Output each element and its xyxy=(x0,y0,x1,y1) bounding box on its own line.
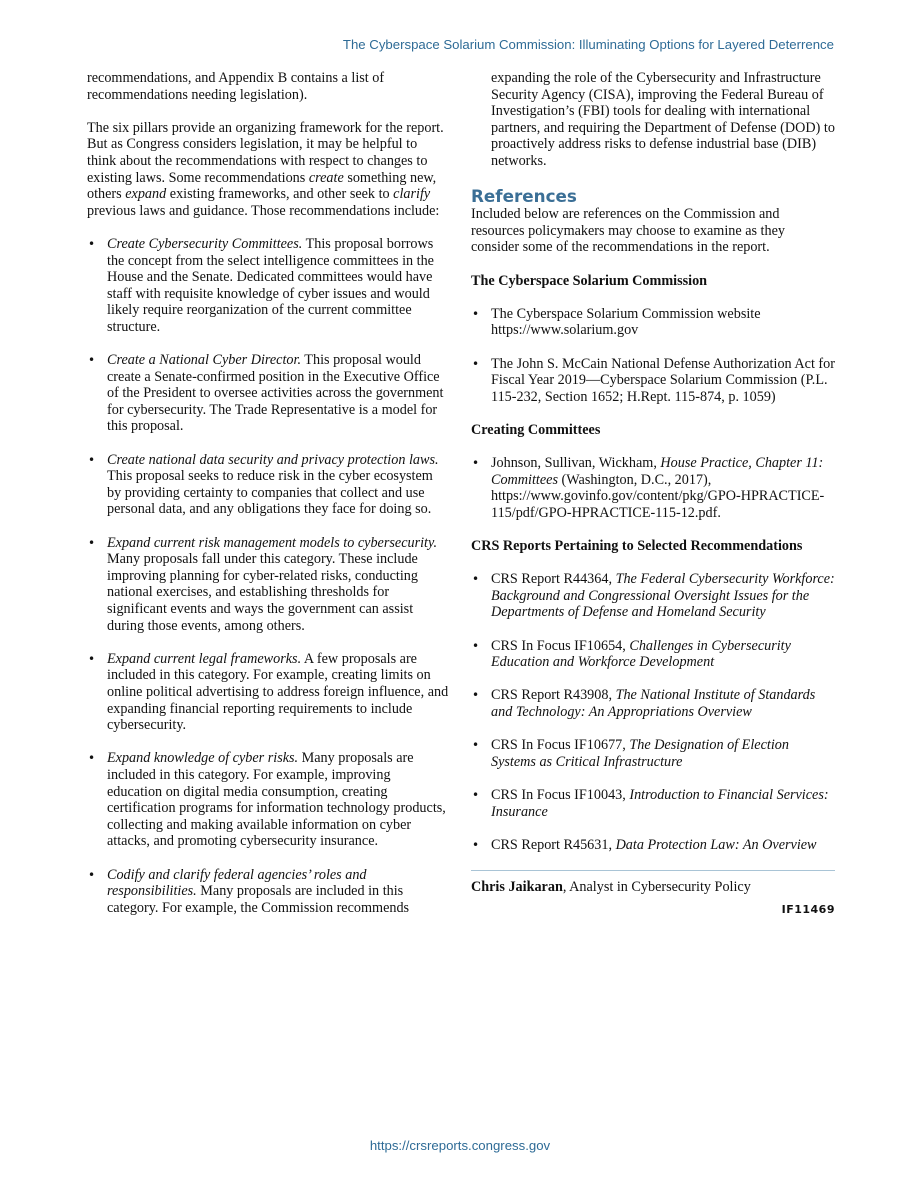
crs-report-item: • CRS Report R43908, The National Institute of Standards and Technology: An Appropriations Overview xyxy=(471,687,835,720)
references-heading: References xyxy=(471,186,577,207)
crs-report-item: • CRS In Focus IF10677, The Designation of Election Systems as Critical Infrastructure xyxy=(471,737,835,770)
crs-report-item: • CRS Report R45631, Data Protection Law: An Overview xyxy=(471,837,835,854)
section-heading-crs-reports: CRS Reports Pertaining to Selected Recommendations xyxy=(471,538,803,555)
reference-item: • The Cyberspace Solarium Commission website https://www.solarium.gov xyxy=(471,306,835,339)
intro-paragraph: recommendations, and Appendix B contains a list of recommendations needing legislation). xyxy=(87,70,385,103)
reference-item: • Johnson, Sullivan, Wickham, House Practice, Chapter 11: Committees (Washington, D.C., 2017), https://www.govinfo.gov/content/pkg/GPO-HPRACTICE-115/pdf/GPO-HPRACTICE-115-12.pdf. xyxy=(471,455,835,521)
section-heading-committees: Creating Committees xyxy=(471,421,601,438)
committees-reference-list xyxy=(471,455,835,521)
recommendation-item: • Codify and clarify federal agencies’ roles and responsibilities. Many proposals are included in this category. For example, the Commission recommends xyxy=(87,867,449,917)
reference-item: • The John S. McCain National Defense Authorization Act for Fiscal Year 2019—Cyberspace Solarium Commission (P.L. 115-232, Section 1652; H.Rept. 115-874, p. 1059) xyxy=(471,356,835,406)
framework-paragraph: The six pillars provide an organizing framework for the report. But as Congress considers legislation, it may be helpful to think about the recommendations with respect to changes to existing laws. Some recommendations create something new, others expand existing frameworks, and other seek to clarify previous laws and guidance. Those recommendations include: xyxy=(87,119,444,219)
crs-report-item: • CRS Report R44364, The Federal Cybersecurity Workforce: Background and Congressional Oversight Issues for the Departments of Defense and Homeland Security xyxy=(471,571,835,621)
word-clarify: clarify xyxy=(393,186,431,203)
recommendation-list xyxy=(87,236,449,916)
left-column xyxy=(87,70,449,933)
section-heading-commission: The Cyberspace Solarium Commission xyxy=(471,272,708,289)
recommendation-item: • Create national data security and privacy protection laws. This proposal seeks to reduce risk in the cyber ecosystem by providing certainty to companies that collect and use personal data, and any obligations they face for doing so. xyxy=(87,452,449,518)
continuation-text: expanding the role of the Cybersecurity and Infrastructure Security Agency (CISA), improving the Federal Bureau of Investigation’s (FBI) tools for dealing with international partners, and requiring the Department of Defense (DOD) to proactively address risks to defense industrial base (DIB) networks. xyxy=(491,70,835,169)
running-header: The Cyberspace Solarium Commission: Illuminating Options for Layered Deterrence xyxy=(342,37,834,52)
word-create: create xyxy=(308,169,344,186)
author-name: Chris Jaikaran xyxy=(471,878,563,895)
recommendation-item: • Create a National Cyber Director. This proposal would create a Senate-confirmed position in the Executive Office of the President to oversee activities across the government for cybersecurity. The Trade Representative is a model for this proposal. xyxy=(87,352,449,435)
footer-url[interactable]: https://crsreports.congress.gov xyxy=(369,1138,551,1153)
word-expand: expand xyxy=(125,186,167,203)
author-divider xyxy=(471,870,835,871)
author-role: , Analyst in Cybersecurity Policy xyxy=(562,878,751,895)
references-intro: Included below are references on the Commission and resources policymakers may choose to examine as they consider some of the recommendations in the report. xyxy=(471,206,785,256)
crs-report-item: • CRS In Focus IF10043, Introduction to Financial Services: Insurance xyxy=(471,787,835,820)
right-column xyxy=(471,70,835,918)
product-code: IF11469 xyxy=(781,902,835,916)
author-line xyxy=(471,879,835,896)
recommendation-item: • Expand current risk management models to cybersecurity. Many proposals fall under this category. These include improving planning for cyber-related risks, conducting national exercises, and establishing thresholds for significant events and ways the government can assist during those events, among others. xyxy=(87,535,449,635)
commission-reference-list xyxy=(471,306,835,406)
crs-report-list xyxy=(471,571,835,853)
recommendation-item: • Expand knowledge of cyber risks. Many proposals are included in this category. For example, improving education on digital media consumption, creating certification programs for information technology products, collecting and making available information on cyber attacks, and promoting cybersecurity insurance. xyxy=(87,750,449,850)
recommendation-item: • Expand current legal frameworks. A few proposals are included in this category. For example, creating limits on online political advertising to address foreign influence, and expanding financial reporting requirements to include cybersecurity. xyxy=(87,651,449,734)
recommendation-item: • Create Cybersecurity Committees. This proposal borrows the concept from the select intelligence committees in the House and the Senate. Dedicated committees would have staff with requisite knowledge of cyber issues and would likely require reorganization of the current committee structure. xyxy=(87,236,449,336)
crs-report-item: • CRS In Focus IF10654, Challenges in Cybersecurity Education and Workforce Development xyxy=(471,638,835,671)
